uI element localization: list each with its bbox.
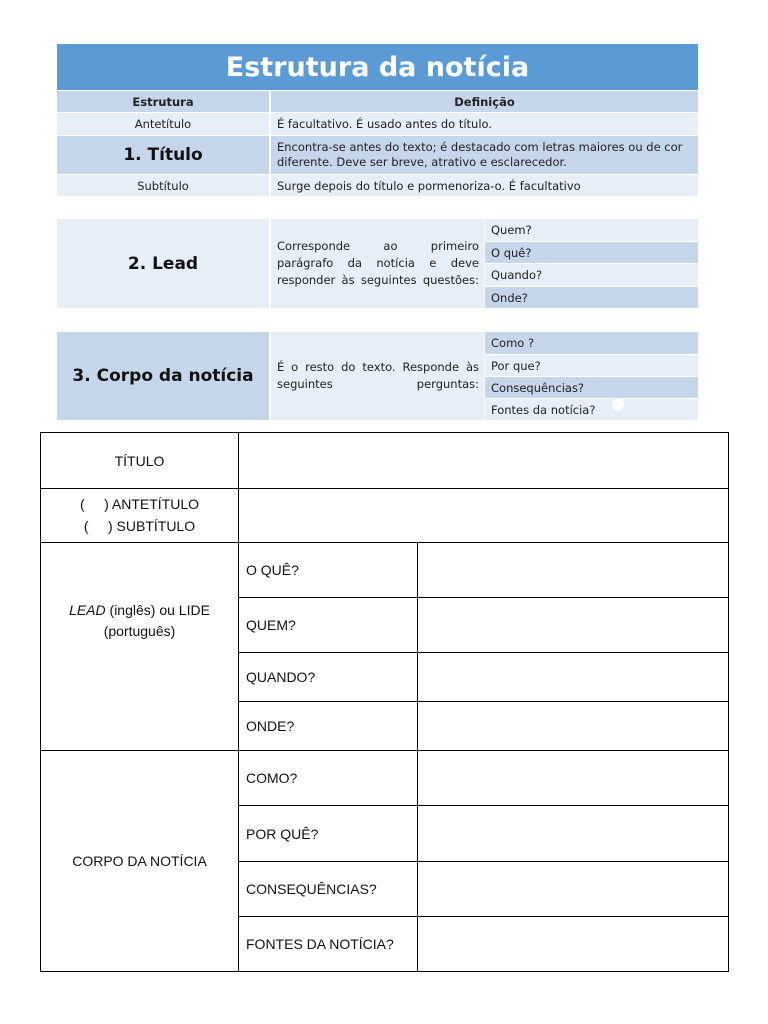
corpo-answer-field[interactable] — [418, 917, 728, 971]
table-border — [728, 432, 729, 972]
lead-section-label — [41, 543, 238, 699]
watermark-logo-icon — [612, 399, 624, 411]
lead-question-label: ONDE? — [246, 718, 295, 734]
table-border — [40, 971, 729, 972]
lead-question: O quê? — [485, 242, 698, 263]
lead-question: Quem? — [485, 219, 698, 241]
infographic-title: Estrutura da notícia — [57, 44, 698, 90]
corpo-label: 3. Corpo da notícia — [57, 332, 269, 420]
row-titulo-label: 1. Título — [57, 136, 269, 174]
corpo-description — [271, 332, 484, 420]
lead-answer-field[interactable] — [418, 598, 728, 652]
row-antetitulo-text: É facultativo. É usado antes do título. — [271, 113, 698, 135]
corpo-description-text: É o resto do texto. Responde às seguintes perguntas: — [277, 360, 479, 391]
titulo-answer-field[interactable] — [239, 433, 728, 488]
row-antetitulo-label: Antetítulo — [57, 113, 269, 135]
corpo-section-label: CORPO DA NOTÍCIA — [72, 853, 207, 869]
antetitulo-subtitulo-options — [41, 489, 238, 542]
antetitulo-option[interactable]: ( ) ANTETÍTULO — [79, 495, 199, 512]
lead-label-text — [69, 600, 210, 642]
corpo-question: Consequências? — [485, 377, 698, 398]
lead-label-rest: (inglês) ou LIDE (português) — [103, 602, 210, 639]
lead-question-label: O QUÊ? — [246, 562, 299, 578]
lead-question-label: QUEM? — [246, 617, 296, 633]
row-titulo-text: Encontra-se antes do texto; é destacado com letras maiores ou de cor diferente. Deve ser breve, atrativo e esclarecedor. — [271, 136, 698, 174]
lead-question: Quando? — [485, 264, 698, 286]
corpo-answer-field[interactable] — [418, 806, 728, 861]
header-definicao: Definição — [271, 91, 698, 112]
header-estrutura: Estrutura — [57, 91, 269, 112]
corpo-question-label: FONTES DA NOTÍCIA? — [246, 936, 394, 952]
lead-description — [271, 219, 484, 308]
lead-label: 2. Lead — [57, 219, 269, 308]
row-subtitulo-text: Surge depois do título e pormenoriza-o. É facultativo — [271, 175, 698, 196]
lead-description-text: Corresponde ao primeiro parágrafo da notícia e deve responder às seguintes questões: — [277, 239, 479, 287]
row-subtitulo-label: Subtítulo — [57, 175, 269, 196]
antetitulo-subtitulo-answer-field[interactable] — [239, 489, 728, 542]
corpo-question-label: POR QUÊ? — [246, 825, 319, 842]
lead-question-label: QUANDO? — [246, 669, 316, 685]
corpo-question: Por que? — [485, 355, 698, 376]
corpo-question: Como ? — [485, 332, 698, 354]
corpo-answer-field[interactable] — [418, 751, 728, 805]
lead-answer-field[interactable] — [418, 702, 728, 750]
lead-question: Onde? — [485, 287, 698, 308]
corpo-question-label: COMO? — [246, 770, 298, 786]
corpo-question: Fontes da notícia? — [485, 399, 698, 420]
worksheet-table — [40, 432, 729, 972]
titulo-label: TÍTULO — [114, 452, 165, 469]
lead-answer-field[interactable] — [418, 543, 728, 597]
corpo-answer-field[interactable] — [418, 862, 728, 916]
subtitulo-option[interactable]: ( ) SUBTÍTULO — [83, 517, 196, 534]
corpo-question-label: CONSEQUÊNCIAS? — [246, 881, 377, 897]
lead-answer-field[interactable] — [418, 653, 728, 701]
lead-italic: LEAD — [69, 602, 106, 618]
